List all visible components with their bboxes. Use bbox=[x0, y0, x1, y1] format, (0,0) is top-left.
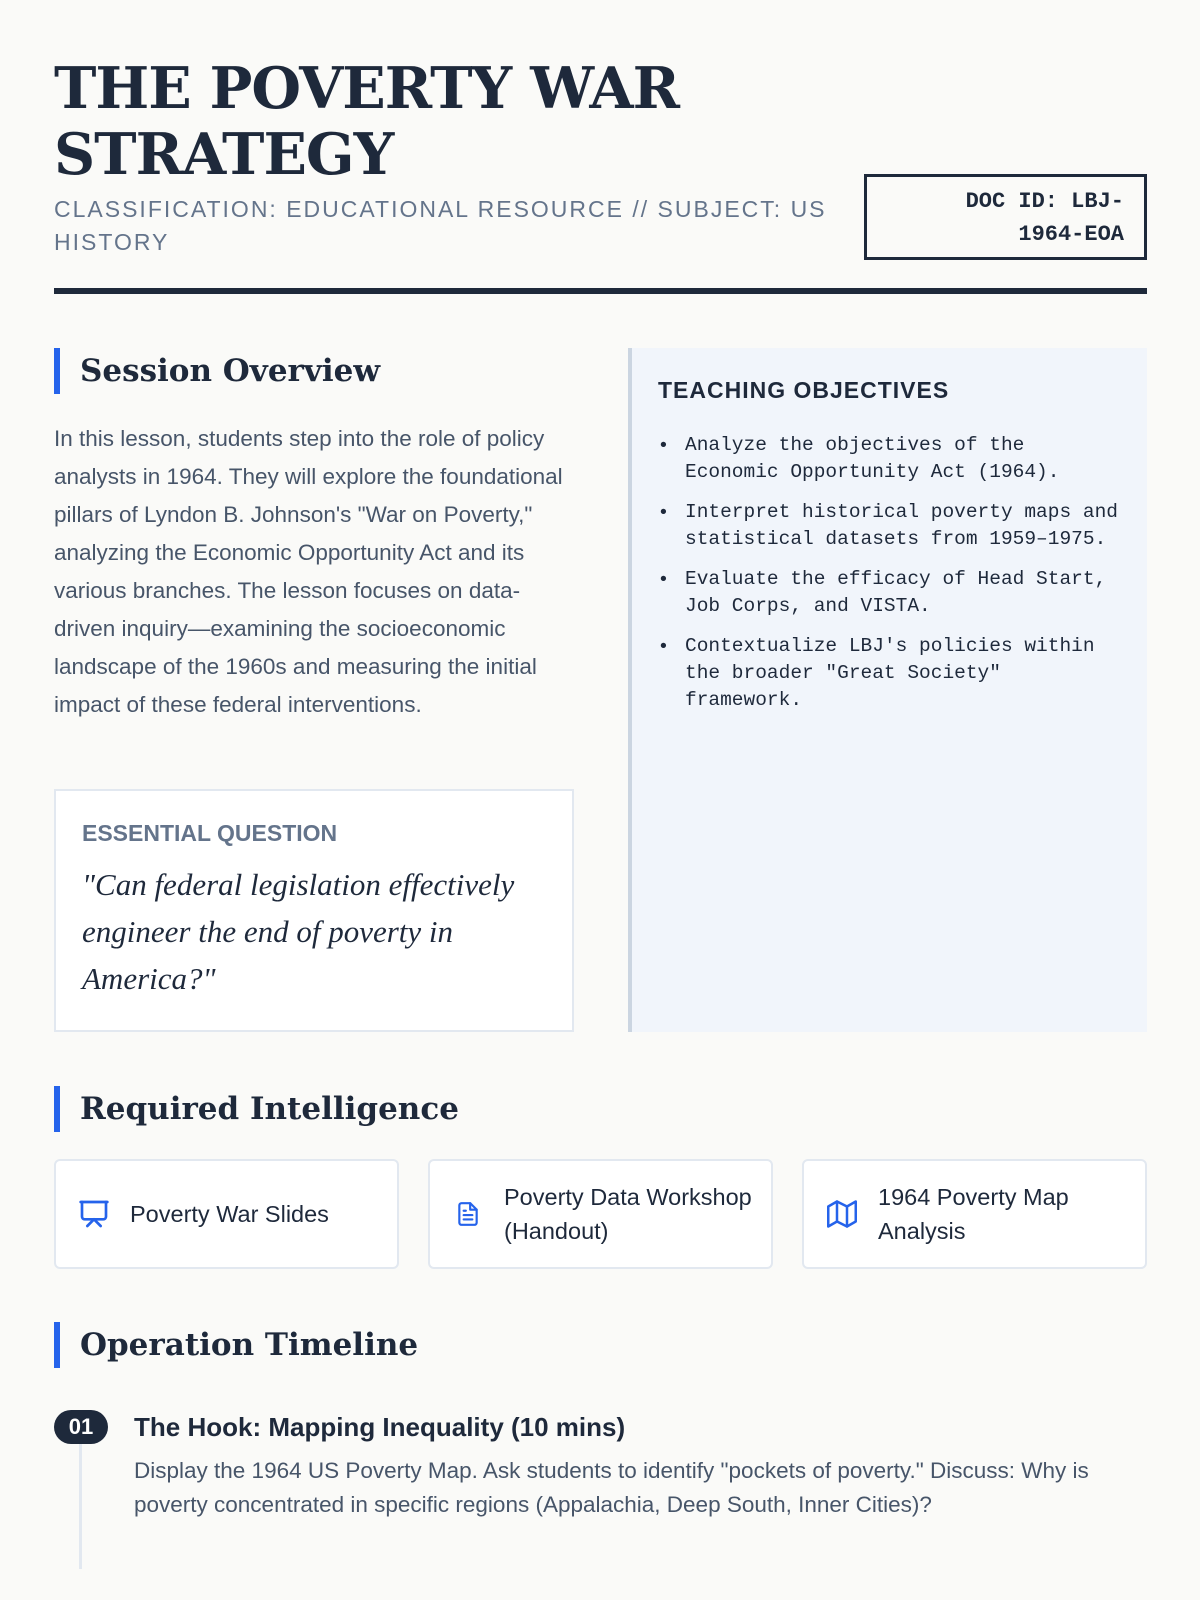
essential-question-label: ESSENTIAL QUESTION bbox=[82, 820, 338, 846]
objective-item: • Interpret historical poverty maps and statistical datasets from 1959–1975. bbox=[658, 499, 1121, 553]
timeline bbox=[54, 1408, 1147, 1568]
teaching-objectives-panel bbox=[628, 348, 1147, 1032]
timeline-step-description: Display the 1964 US Poverty Map. Ask students to identify "pockets of poverty." Discuss: Why is poverty concentrated in specific regions (Appalachia, Deep South, Inner Cities)? bbox=[134, 1458, 1089, 1517]
session-overview-text: In this lesson, students step into the role of policy analysts in 1964. They will explore the foundational pillars of Lyndon B. Johnson's "War on Poverty," analyzing the Economic Opportunity Act and its various branches. The lesson focuses on data-driven inquiry—examining the socioeconomic landscape of the 1960s and measuring the initial impact of these federal interventions. bbox=[54, 426, 563, 717]
timeline-step-number: 01 bbox=[54, 1410, 108, 1444]
document-header bbox=[54, 56, 1147, 294]
classification-subtitle: CLASSIFICATION: EDUCATIONAL RESOURCE // SUBJECT: US HISTORY bbox=[54, 196, 827, 255]
operation-timeline-heading: Operation Timeline bbox=[54, 1322, 418, 1368]
resource-card-map[interactable] bbox=[802, 1159, 1147, 1269]
resource-card-handout[interactable] bbox=[428, 1159, 773, 1269]
resource-cards bbox=[54, 1159, 1147, 1269]
timeline-line bbox=[79, 1436, 82, 1569]
session-overview-heading: Session Overview bbox=[54, 348, 380, 394]
resource-label: 1964 Poverty Map Analysis bbox=[878, 1184, 1069, 1244]
timeline-step-title: The Hook: Mapping Inequality (10 mins) bbox=[134, 1412, 626, 1442]
objective-item: • Evaluate the efficacy of Head Start, Job Corps, and VISTA. bbox=[658, 566, 1121, 620]
resource-label: Poverty Data Workshop (Handout) bbox=[504, 1184, 752, 1244]
page-title: THE POVERTY WAR STRATEGY bbox=[54, 55, 680, 188]
presentation-icon bbox=[78, 1198, 110, 1230]
doc-id-badge: DOC ID: LBJ-1964-EOA bbox=[864, 174, 1147, 260]
teaching-objectives-heading: TEACHING OBJECTIVES bbox=[658, 377, 950, 403]
objective-item: • Analyze the objectives of the Economic Opportunity Act (1964). bbox=[658, 432, 1121, 486]
resource-label: Poverty War Slides bbox=[130, 1201, 329, 1227]
objectives-list bbox=[658, 432, 1121, 714]
document-icon bbox=[452, 1198, 484, 1230]
map-icon bbox=[826, 1198, 858, 1230]
essential-question-box bbox=[54, 789, 574, 1032]
resource-card-slides[interactable] bbox=[54, 1159, 399, 1269]
lesson-page bbox=[54, 0, 1147, 1600]
essential-question-text: "Can federal legislation effectively engineer the end of poverty in America?" bbox=[82, 867, 515, 996]
required-intelligence-heading: Required Intelligence bbox=[54, 1086, 459, 1132]
objective-item: • Contextualize LBJ's policies within the broader "Great Society" framework. bbox=[658, 633, 1121, 714]
